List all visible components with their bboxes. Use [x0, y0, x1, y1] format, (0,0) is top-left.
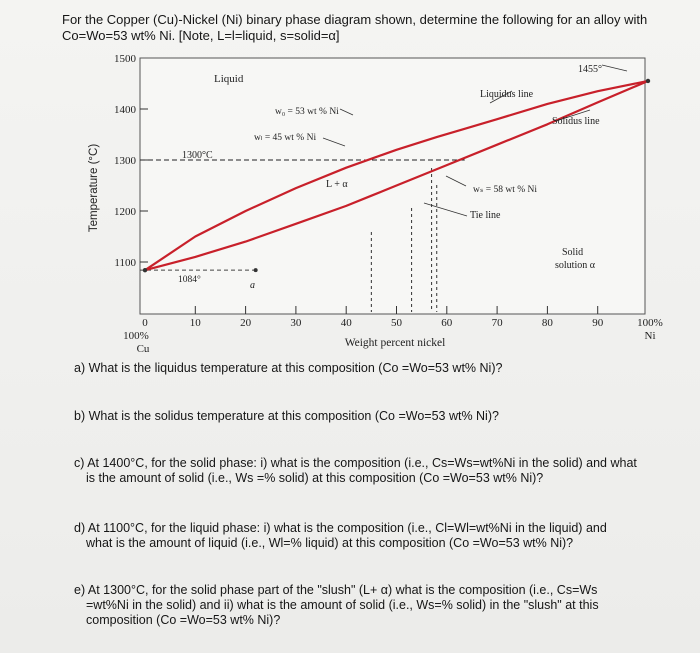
label-wl: wₗ = 45 wt % Ni [254, 133, 317, 143]
x-tick-label: 20 [240, 317, 252, 329]
label-melt-cu: 1084° [178, 275, 201, 285]
question-d-line1: d) At 1100°C, for the liquid phase: i) what is the composition (i.e., Cl=Wl=wt%Ni in the liquid) and [74, 521, 607, 535]
label-liquidus-line: Liquidus line [480, 89, 534, 100]
x-tick-label: 70 [491, 317, 503, 329]
y-axis-title: Temperature (°C) [88, 143, 100, 233]
question-d-line2: what is the amount of liquid (i.e., Wl=% liquid) at this composition (Co =Wo=53 wt% Ni)? [86, 536, 574, 550]
question-a: a) What is the liquidus temperature at this composition (Co =Wo=53 wt% Ni)? [74, 361, 503, 375]
question-b: b) What is the solidus temperature at this composition (Co =Wo=53 wt% Ni)? [74, 409, 499, 423]
x-right-sub: Ni [644, 330, 656, 342]
label-l-alpha: L + α [326, 179, 348, 190]
melt-ni-point [646, 79, 650, 83]
x-tick-label: 30 [290, 317, 302, 329]
x-tick-label: 50 [391, 317, 402, 329]
question-d [74, 521, 674, 551]
y-tick-label: 1300 [114, 155, 136, 167]
melt-cu-point [143, 268, 147, 272]
x-axis-title: Weight percent nickel [344, 337, 446, 349]
question-e-line1: e) At 1300°C, for the solid phase part of the "slush" (L+ α) what is the composition (i.e., Cs=Ws [74, 583, 598, 597]
y-tick-label: 1200 [114, 206, 136, 218]
question-c-line2: is the amount of solid (i.e., Ws =% solid) at this composition (Co =Wo=53 wt% Ni)? [86, 471, 544, 485]
label-tie-line: Tie line [470, 210, 501, 221]
x-right-label: 100% [637, 317, 663, 329]
y-tick-label: 1400 [114, 104, 136, 116]
question-e-line2: =wt%Ni in the solid) and ii) what is the amount of solid (i.e., Ws=% solid) in the "slush" at this [86, 598, 599, 612]
x-tick-label: 10 [189, 317, 201, 329]
x-tick-label: 80 [541, 317, 553, 329]
label-solidus-line: Solidus line [552, 116, 600, 127]
x-tick-label: 90 [592, 317, 604, 329]
x-left-sub: Cu [136, 343, 150, 355]
y-tick-label: 1100 [114, 257, 136, 269]
x-left-label: 100% [123, 330, 149, 342]
label-melt-ni: 1455° [578, 64, 602, 75]
label-wo: w₀ = 53 wt % Ni [275, 107, 339, 117]
x-tick-label: 40 [340, 317, 352, 329]
problem-title-line1: For the Copper (Cu)-Nickel (Ni) binary phase diagram shown, determine the following for an alloy with [62, 12, 648, 27]
label-solid: Solid [562, 247, 584, 258]
question-c [74, 456, 674, 486]
problem-title-line2: Co=Wo=53 wt% Ni. [Note, L=l=liquid, s=solid=α] [62, 28, 340, 43]
label-solution-alpha: solution α [555, 260, 595, 271]
label-alpha-mark: a [250, 280, 255, 291]
label-1300: 1300°C [182, 150, 213, 161]
x-tick-label: 60 [441, 317, 453, 329]
question-e [74, 583, 674, 628]
label-ws: wₛ = 58 wt % Ni [473, 185, 538, 195]
y-axis [88, 53, 148, 269]
x-tick-label: 0 [142, 317, 148, 329]
question-e-line3: composition (Co =Wo=53 wt% Ni)? [86, 613, 281, 627]
label-liquid: Liquid [214, 73, 244, 85]
question-c-line1: c) At 1400°C, for the solid phase: i) what is the composition (i.e., Cs=Ws=wt%Ni in the solid) and what [74, 456, 637, 470]
alpha-point [254, 268, 258, 272]
y-tick-label: 1500 [114, 53, 136, 65]
